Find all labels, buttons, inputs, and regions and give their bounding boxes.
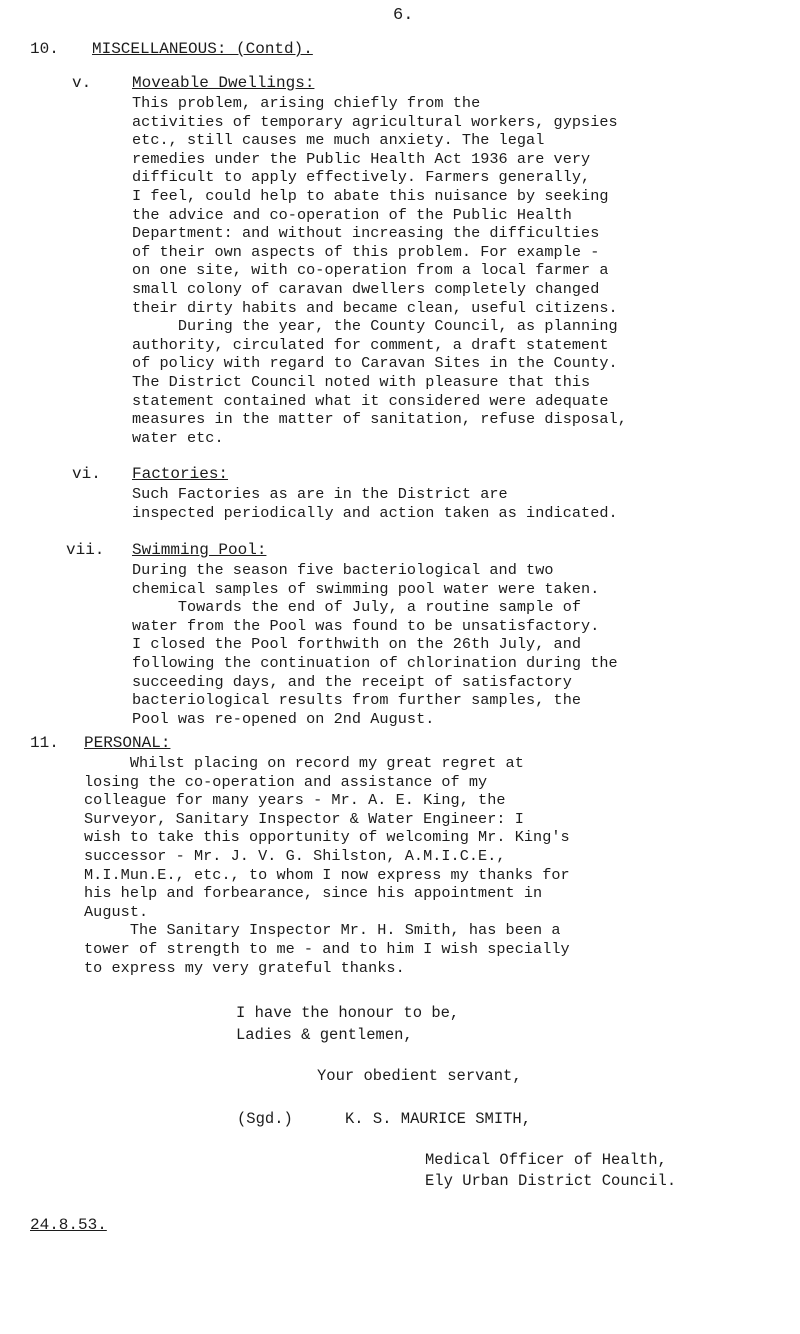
closing-salutation: Ladies & gentlemen, <box>236 1026 413 1044</box>
text-line: wish to take this opportunity of welcoming Mr. King's <box>84 828 570 847</box>
signatory-name: K. S. MAURICE SMITH, <box>345 1110 532 1128</box>
text-line: The Sanitary Inspector Mr. H. Smith, has been a <box>84 921 561 940</box>
signatory-council: Ely Urban District Council. <box>425 1172 677 1190</box>
text-line: succeeding days, and the receipt of satisfactory <box>132 672 572 691</box>
text-line: authority, circulated for comment, a draft statement <box>132 335 609 354</box>
closing-servant: Your obedient servant, <box>317 1067 522 1085</box>
item-number: vi. <box>72 465 101 483</box>
text-line: their dirty habits and became clean, useful citizens. <box>132 298 618 317</box>
text-line: water from the Pool was found to be unsatisfactory. <box>132 616 600 635</box>
text-line: bacteriological results from further samples, the <box>132 691 582 710</box>
text-line: I feel, could help to abate this nuisance by seeking <box>132 186 609 205</box>
closing-honour: I have the honour to be, <box>236 1004 460 1022</box>
text-line: following the continuation of chlorination during the <box>132 653 618 672</box>
text-line: activities of temporary agricultural workers, gypsies <box>132 112 618 131</box>
text-line: colleague for many years - Mr. A. E. King, the <box>84 791 506 810</box>
section-title: PERSONAL: <box>84 734 171 752</box>
text-line: August. <box>84 902 149 921</box>
section-title: MISCELLANEOUS: (Contd). <box>92 40 313 58</box>
item-body <box>132 485 618 522</box>
text-line: measures in the matter of sanitation, refuse disposal, <box>132 410 627 429</box>
text-line: During the year, the County Council, as planning <box>132 317 618 336</box>
text-line: tower of strength to me - and to him I wish specially <box>84 939 570 958</box>
text-line: During the season five bacteriological and two <box>132 561 554 579</box>
text-line: to express my very grateful thanks. <box>84 958 405 977</box>
text-line: I closed the Pool forthwith on the 26th July, and <box>132 635 582 654</box>
item-number: v. <box>72 74 92 92</box>
item-title: Moveable Dwellings: <box>132 74 315 92</box>
text-line: water etc. <box>132 428 224 447</box>
item-body <box>132 561 618 728</box>
document-date: 24.8.53. <box>30 1216 107 1234</box>
text-line: The District Council noted with pleasure that this <box>132 372 591 391</box>
text-line: Such Factories as are in the District are <box>132 485 508 503</box>
page-number: 6. <box>393 6 414 25</box>
item-body <box>132 94 627 447</box>
text-line: Pool was re-opened on 2nd August. <box>132 709 435 728</box>
item-title: Factories: <box>132 465 229 483</box>
text-line: Whilst placing on record my great regret at <box>84 754 524 772</box>
text-line: statement contained what it considered were adequate <box>132 391 609 410</box>
text-line: Towards the end of July, a routine sample of <box>132 598 582 617</box>
text-line: successor - Mr. J. V. G. Shilston, A.M.I.C.E., <box>84 846 506 865</box>
text-line: his help and forbearance, since his appointment in <box>84 884 543 903</box>
text-line: small colony of caravan dwellers completely changed <box>132 279 600 298</box>
text-line: losing the co-operation and assistance of my <box>84 772 488 791</box>
item-number: vii. <box>66 541 105 559</box>
item-title: Swimming Pool: <box>132 541 267 559</box>
signed-label: (Sgd.) <box>237 1110 293 1128</box>
section-body <box>84 754 570 977</box>
text-line: This problem, arising chiefly from the <box>132 94 481 112</box>
text-line: the advice and co-operation of the Public Health <box>132 205 572 224</box>
text-line: difficult to apply effectively. Farmers generally, <box>132 168 591 187</box>
text-line: on one site, with co-operation from a local farmer a <box>132 261 609 280</box>
text-line: Department: and without increasing the difficulties <box>132 224 600 243</box>
text-line: etc., still causes me much anxiety. The legal <box>132 131 545 150</box>
text-line: of their own aspects of this problem. For example - <box>132 242 600 261</box>
text-line: of policy with regard to Caravan Sites in the County. <box>132 354 618 373</box>
text-line: inspected periodically and action taken as indicated. <box>132 503 618 522</box>
text-line: Surveyor, Sanitary Inspector & Water Engineer: I <box>84 809 524 828</box>
text-line: chemical samples of swimming pool water were taken. <box>132 579 600 598</box>
section-number: 11. <box>30 734 59 752</box>
text-line: M.I.Mun.E., etc., to whom I now express my thanks for <box>84 865 570 884</box>
section-number: 10. <box>30 40 59 58</box>
signatory-title: Medical Officer of Health, <box>425 1151 667 1169</box>
text-line: remedies under the Public Health Act 1936 are very <box>132 149 591 168</box>
